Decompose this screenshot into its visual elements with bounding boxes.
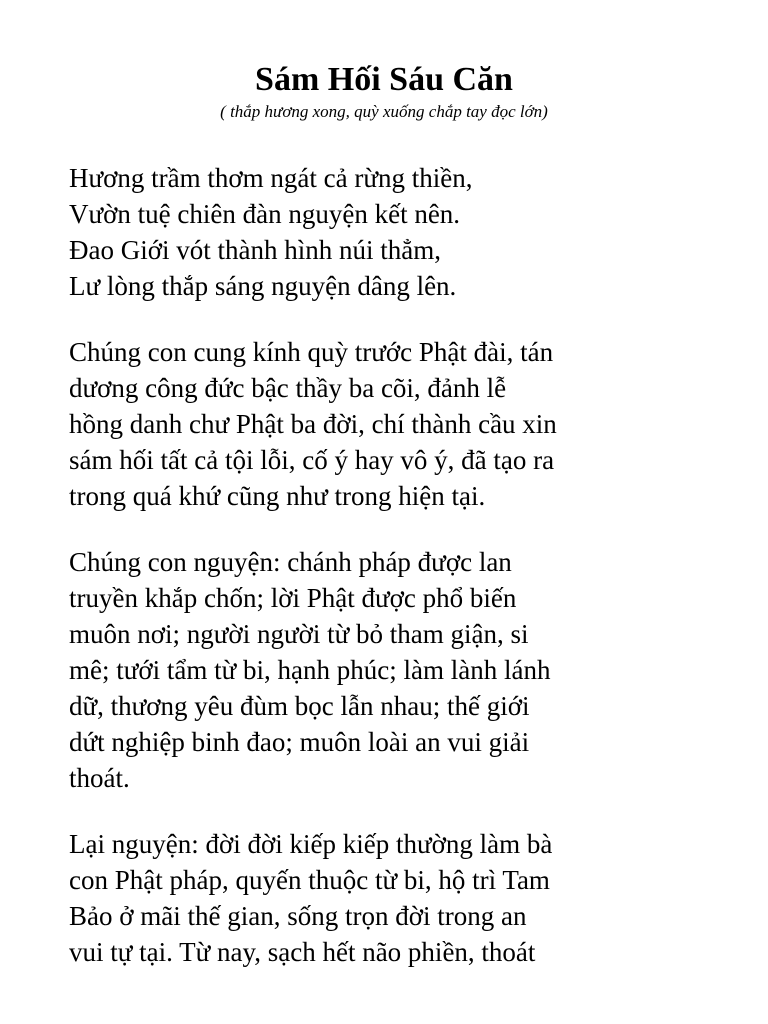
body-paragraph [69, 544, 739, 796]
text-line: Hương trầm thơm ngát cả rừng thiền, [69, 163, 473, 193]
text-line: con Phật pháp, quyến thuộc từ bi, hộ trì Tam [69, 865, 550, 895]
text-line: dữ, thương yêu đùm bọc lẫn nhau; thế giới [69, 691, 530, 721]
text-line: Đao Giới vót thành hình núi thẳm, [69, 235, 441, 265]
text-line: Lư lòng thắp sáng nguyện dâng lên. [69, 271, 457, 301]
text-line: mê; tưới tẩm từ bi, hạnh phúc; làm lành lánh [69, 655, 551, 685]
paragraph-gap [69, 796, 739, 826]
paragraph-gap [69, 304, 739, 334]
text-line: trong quá khứ cũng như trong hiện tại. [69, 481, 486, 511]
text-line: Chúng con cung kính quỳ trước Phật đài, tán [69, 337, 554, 367]
page-title: Sám Hối Sáu Căn [255, 61, 513, 98]
text-line: Chúng con nguyện: chánh pháp được lan [69, 547, 512, 577]
paragraph-gap [69, 514, 739, 544]
text-line: sám hối tất cả tội lỗi, cố ý hay vô ý, đã tạo ra [69, 445, 555, 475]
document-body [69, 160, 739, 970]
text-line: Vườn tuệ chiên đàn nguyện kết nên. [69, 199, 461, 229]
body-paragraph [69, 826, 739, 970]
text-line: Bảo ở mãi thế gian, sống trọn đời trong an [69, 901, 527, 931]
text-line: Lại nguyện: đời đời kiếp kiếp thường làm bà [69, 829, 553, 859]
text-line: muôn nơi; người người từ bỏ tham giận, si [69, 619, 529, 649]
text-line: thoát. [69, 763, 130, 793]
text-line: hồng danh chư Phật ba đời, chí thành cầu xin [69, 409, 557, 439]
verse-paragraph [69, 160, 739, 304]
page-subtitle: ( thắp hương xong, quỳ xuống chắp tay đọc lớn) [220, 102, 548, 121]
text-line: vui tự tại. Từ nay, sạch hết não phiền, thoát [69, 937, 536, 967]
text-line: dứt nghiệp binh đao; muôn loài an vui giải [69, 727, 530, 757]
text-line: dương công đức bậc thầy ba cõi, đảnh lễ [69, 373, 507, 403]
body-paragraph [69, 334, 739, 514]
text-line: truyền khắp chốn; lời Phật được phổ biến [69, 583, 517, 613]
